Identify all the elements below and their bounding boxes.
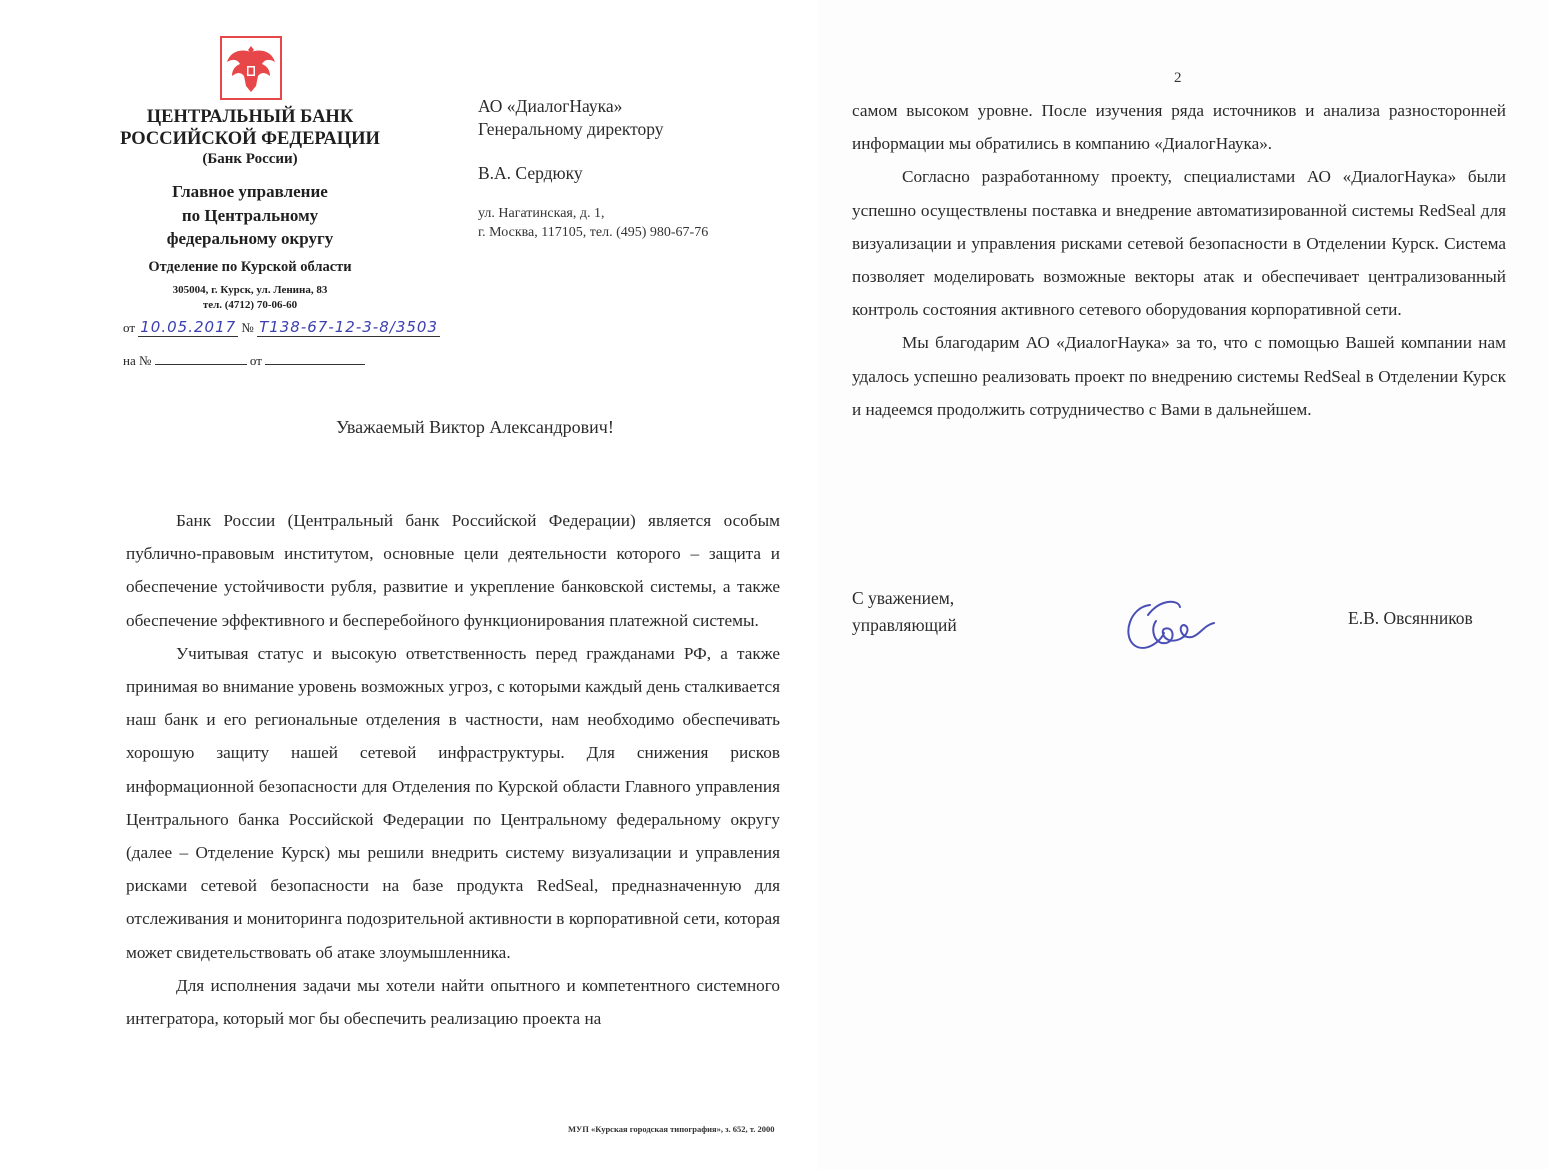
reply-reference: на № от [123, 352, 365, 369]
reference-number: Т138-67-12-3-8/3503 [259, 318, 438, 336]
page-number: 2 [1174, 70, 1182, 86]
addressee-name: В.А. Сердюку [478, 163, 583, 183]
paragraph: Согласно разработанному проекту, специалистами АО «ДиалогНаука» были успешно осуществлены поставка и внедрение автоматизированной системы RedSeal для визуализации и управления рисками сетевой безопасности в Отделении Курск. Система позволяет моделировать возможные векторы атак и обеспечивает централизованный контроль состояния активного сетевого оборудования корпоративной сети. [852, 167, 1506, 320]
signer-name: Е.В. Овсянников [1348, 608, 1473, 628]
letter-body-page-1 [126, 504, 780, 1035]
branch-address: 305004, г. Курск, ул. Ленина, 83 тел. (4712) 70-06-60 [172, 284, 328, 311]
reply-number-blank [155, 352, 247, 365]
closing: С уважением, управляющий [852, 588, 957, 635]
main-department: Главное управление по Центральному федеральному округу [166, 182, 334, 248]
branch-name: Отделение по Курской области [148, 259, 352, 275]
handwritten-signature [1120, 595, 1230, 657]
letter-body-page-2 [852, 94, 1506, 426]
addressee-address: ул. Нагатинская, д. 1, г. Москва, 117105, тел. (495) 980-67-76 [478, 206, 709, 240]
paragraph: Учитывая статус и высокую ответственность перед гражданами РФ, а также принимая во внимание уровень возможных угроз, с которыми каждый день сталкивается наш банк и его региональные отделения в частности, нам необходимо обеспечивать хорошую защиту нашей сетевой инфраструктуры. Для снижения рисков информационной безопасности для Отделения по Курской области Главного управления Центрального банка Российской Федерации по Центральному федеральному округу (далее – Отделение Курск) мы решили внедрить систему визуализации и управления рисками сетевой безопасности на базе продукта RedSeal, предназначенную для отслеживания и мониторинга подозрительной активности в корпоративной сети, которая может свидетельствовать об атаке злоумышленника. [126, 643, 780, 962]
bank-short-name: (Банк России) [202, 151, 298, 167]
paragraph: Для исполнения задачи мы хотели найти опытного и компетентного системного интегратора, который мог бы обеспечить реализацию проекта на [126, 975, 780, 1029]
paragraph: самом высоком уровне. После изучения ряда источников и анализа разносторонней информации мы обратились в компанию «ДиалогНаука». [852, 101, 1506, 154]
bank-name: ЦЕНТРАЛЬНЫЙ БАНК РОССИЙСКОЙ ФЕДЕРАЦИИ [120, 107, 380, 149]
addressee-position: Генеральному директору [478, 119, 664, 139]
print-footer: МУП «Курская городская типография», з. 652, т. 2000 [568, 1124, 775, 1134]
coat-of-arms-emblem [220, 36, 282, 100]
letter-page-2 [818, 0, 1549, 1169]
addressee-org: АО «ДиалогНаука» [478, 96, 623, 116]
outgoing-reference: от 10.05.2017 № Т138-67-12-3-8/3503 [123, 318, 438, 336]
salutation: Уважаемый Виктор Александрович! [336, 417, 614, 437]
addressee-block [478, 95, 664, 141]
reference-date: 10.05.2017 [140, 318, 237, 336]
paragraph: Мы благодарим АО «ДиалогНаука» за то, что с помощью Вашей компании нам удалось успешно реализовать проект по внедрению системы RedSeal в Отделении Курск и надеемся продолжить сотрудничество с Вами в дальнейшем. [852, 333, 1506, 419]
paragraph: Банк России (Центральный банк Российской Федерации) является особым публично-правовым институтом, основные цели деятельности которого – защита и обеспечение устойчивости рубля, развитие и укрепление банковской системы, а также обеспечение эффективного и бесперебойного функционирования платежной системы. [126, 511, 780, 630]
reply-date-blank [265, 352, 365, 365]
